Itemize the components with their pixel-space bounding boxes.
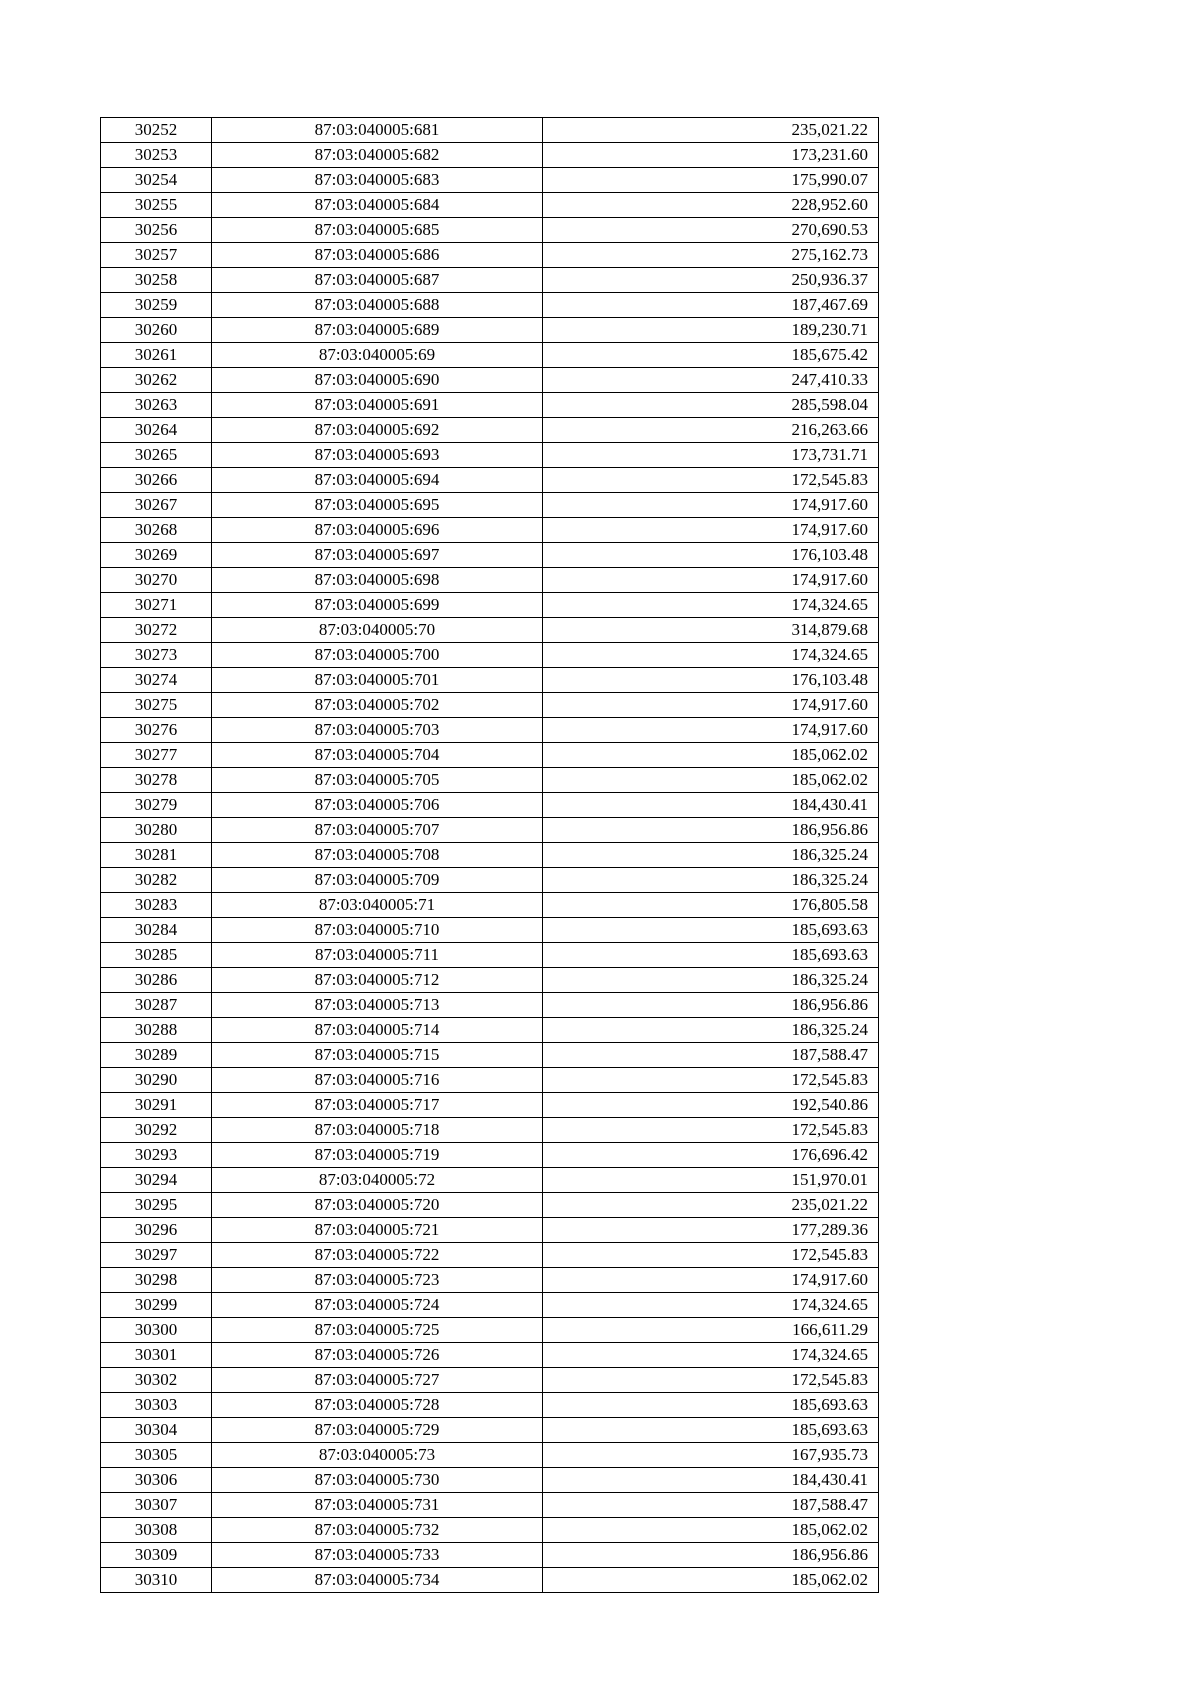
table-row xyxy=(101,1043,879,1068)
cadastral-value-cell: 174,324.65 xyxy=(543,1293,879,1318)
cadastral-value-cell: 176,103.48 xyxy=(543,668,879,693)
table-row xyxy=(101,1468,879,1493)
cadastral-value-cell: 174,917.60 xyxy=(543,693,879,718)
cadastral-number-cell: 87:03:040005:719 xyxy=(212,1143,543,1168)
table-row xyxy=(101,268,879,293)
table-row xyxy=(101,1443,879,1468)
cadastral-value-cell: 314,879.68 xyxy=(543,618,879,643)
row-number-cell: 30252 xyxy=(101,118,212,143)
row-number-cell: 30256 xyxy=(101,218,212,243)
row-number-cell: 30299 xyxy=(101,1293,212,1318)
table-row xyxy=(101,443,879,468)
cadastral-value-cell: 185,693.63 xyxy=(543,1393,879,1418)
row-number-cell: 30259 xyxy=(101,293,212,318)
cadastral-value-cell: 250,936.37 xyxy=(543,268,879,293)
cadastral-value-table xyxy=(100,117,879,1593)
cadastral-value-cell: 216,263.66 xyxy=(543,418,879,443)
cadastral-number-cell: 87:03:040005:682 xyxy=(212,143,543,168)
table-row xyxy=(101,1318,879,1343)
cadastral-number-cell: 87:03:040005:727 xyxy=(212,1368,543,1393)
table-row xyxy=(101,368,879,393)
cadastral-number-cell: 87:03:040005:720 xyxy=(212,1193,543,1218)
row-number-cell: 30290 xyxy=(101,1068,212,1093)
table-row xyxy=(101,793,879,818)
table-row xyxy=(101,1418,879,1443)
table-row xyxy=(101,1193,879,1218)
cadastral-number-cell: 87:03:040005:726 xyxy=(212,1343,543,1368)
table-row xyxy=(101,1218,879,1243)
cadastral-number-cell: 87:03:040005:703 xyxy=(212,718,543,743)
table-row xyxy=(101,868,879,893)
table-row xyxy=(101,1168,879,1193)
table-row xyxy=(101,218,879,243)
row-number-cell: 30304 xyxy=(101,1418,212,1443)
row-number-cell: 30265 xyxy=(101,443,212,468)
cadastral-value-cell: 173,231.60 xyxy=(543,143,879,168)
row-number-cell: 30278 xyxy=(101,768,212,793)
table-row xyxy=(101,668,879,693)
row-number-cell: 30308 xyxy=(101,1518,212,1543)
row-number-cell: 30266 xyxy=(101,468,212,493)
table-row xyxy=(101,143,879,168)
row-number-cell: 30309 xyxy=(101,1543,212,1568)
cadastral-value-cell: 187,588.47 xyxy=(543,1493,879,1518)
table-row xyxy=(101,1068,879,1093)
table-row xyxy=(101,943,879,968)
cadastral-value-cell: 185,693.63 xyxy=(543,918,879,943)
table-row xyxy=(101,1268,879,1293)
cadastral-value-cell: 174,324.65 xyxy=(543,593,879,618)
cadastral-value-cell: 184,430.41 xyxy=(543,793,879,818)
cadastral-number-cell: 87:03:040005:730 xyxy=(212,1468,543,1493)
row-number-cell: 30268 xyxy=(101,518,212,543)
row-number-cell: 30310 xyxy=(101,1568,212,1593)
cadastral-value-cell: 173,731.71 xyxy=(543,443,879,468)
table-row xyxy=(101,768,879,793)
cadastral-number-cell: 87:03:040005:691 xyxy=(212,393,543,418)
cadastral-number-cell: 87:03:040005:696 xyxy=(212,518,543,543)
table-row xyxy=(101,118,879,143)
row-number-cell: 30264 xyxy=(101,418,212,443)
table-row xyxy=(101,843,879,868)
cadastral-number-cell: 87:03:040005:710 xyxy=(212,918,543,943)
cadastral-number-cell: 87:03:040005:724 xyxy=(212,1293,543,1318)
table-row xyxy=(101,1093,879,1118)
cadastral-value-cell: 186,956.86 xyxy=(543,818,879,843)
row-number-cell: 30263 xyxy=(101,393,212,418)
table-row xyxy=(101,1393,879,1418)
cadastral-number-cell: 87:03:040005:695 xyxy=(212,493,543,518)
cadastral-value-cell: 176,696.42 xyxy=(543,1143,879,1168)
cadastral-number-cell: 87:03:040005:69 xyxy=(212,343,543,368)
table-row xyxy=(101,1368,879,1393)
cadastral-value-cell: 184,430.41 xyxy=(543,1468,879,1493)
cadastral-value-cell: 172,545.83 xyxy=(543,1243,879,1268)
cadastral-number-cell: 87:03:040005:697 xyxy=(212,543,543,568)
cadastral-value-cell: 189,230.71 xyxy=(543,318,879,343)
table-row xyxy=(101,1118,879,1143)
table-row xyxy=(101,893,879,918)
cadastral-value-cell: 186,325.24 xyxy=(543,868,879,893)
table-row xyxy=(101,643,879,668)
row-number-cell: 30289 xyxy=(101,1043,212,1068)
cadastral-value-cell: 174,917.60 xyxy=(543,718,879,743)
cadastral-number-cell: 87:03:040005:699 xyxy=(212,593,543,618)
row-number-cell: 30293 xyxy=(101,1143,212,1168)
cadastral-value-cell: 167,935.73 xyxy=(543,1443,879,1468)
row-number-cell: 30253 xyxy=(101,143,212,168)
cadastral-number-cell: 87:03:040005:731 xyxy=(212,1493,543,1518)
cadastral-number-cell: 87:03:040005:70 xyxy=(212,618,543,643)
table-row xyxy=(101,318,879,343)
row-number-cell: 30303 xyxy=(101,1393,212,1418)
table-row xyxy=(101,1568,879,1593)
cadastral-value-cell: 185,675.42 xyxy=(543,343,879,368)
table-row xyxy=(101,343,879,368)
cadastral-value-cell: 172,545.83 xyxy=(543,1118,879,1143)
row-number-cell: 30292 xyxy=(101,1118,212,1143)
cadastral-number-cell: 87:03:040005:718 xyxy=(212,1118,543,1143)
cadastral-number-cell: 87:03:040005:716 xyxy=(212,1068,543,1093)
cadastral-number-cell: 87:03:040005:709 xyxy=(212,868,543,893)
row-number-cell: 30271 xyxy=(101,593,212,618)
cadastral-number-cell: 87:03:040005:732 xyxy=(212,1518,543,1543)
row-number-cell: 30261 xyxy=(101,343,212,368)
table-row xyxy=(101,493,879,518)
row-number-cell: 30295 xyxy=(101,1193,212,1218)
row-number-cell: 30274 xyxy=(101,668,212,693)
cadastral-value-cell: 192,540.86 xyxy=(543,1093,879,1118)
row-number-cell: 30283 xyxy=(101,893,212,918)
row-number-cell: 30305 xyxy=(101,1443,212,1468)
table-row xyxy=(101,1343,879,1368)
cadastral-number-cell: 87:03:040005:72 xyxy=(212,1168,543,1193)
cadastral-value-cell: 185,062.02 xyxy=(543,1568,879,1593)
cadastral-value-cell: 228,952.60 xyxy=(543,193,879,218)
cadastral-value-cell: 186,956.86 xyxy=(543,993,879,1018)
cadastral-value-cell: 186,956.86 xyxy=(543,1543,879,1568)
cadastral-number-cell: 87:03:040005:715 xyxy=(212,1043,543,1068)
cadastral-value-cell: 187,588.47 xyxy=(543,1043,879,1068)
cadastral-value-cell: 151,970.01 xyxy=(543,1168,879,1193)
cadastral-number-cell: 87:03:040005:723 xyxy=(212,1268,543,1293)
cadastral-value-cell: 185,693.63 xyxy=(543,1418,879,1443)
row-number-cell: 30301 xyxy=(101,1343,212,1368)
cadastral-number-cell: 87:03:040005:712 xyxy=(212,968,543,993)
row-number-cell: 30296 xyxy=(101,1218,212,1243)
cadastral-number-cell: 87:03:040005:704 xyxy=(212,743,543,768)
cadastral-number-cell: 87:03:040005:690 xyxy=(212,368,543,393)
cadastral-number-cell: 87:03:040005:728 xyxy=(212,1393,543,1418)
cadastral-number-cell: 87:03:040005:681 xyxy=(212,118,543,143)
row-number-cell: 30294 xyxy=(101,1168,212,1193)
row-number-cell: 30257 xyxy=(101,243,212,268)
cadastral-number-cell: 87:03:040005:734 xyxy=(212,1568,543,1593)
cadastral-number-cell: 87:03:040005:688 xyxy=(212,293,543,318)
cadastral-value-cell: 174,917.60 xyxy=(543,493,879,518)
row-number-cell: 30273 xyxy=(101,643,212,668)
cadastral-number-cell: 87:03:040005:71 xyxy=(212,893,543,918)
row-number-cell: 30255 xyxy=(101,193,212,218)
table-body xyxy=(101,118,879,1593)
cadastral-number-cell: 87:03:040005:722 xyxy=(212,1243,543,1268)
row-number-cell: 30254 xyxy=(101,168,212,193)
row-number-cell: 30277 xyxy=(101,743,212,768)
cadastral-value-cell: 172,545.83 xyxy=(543,1068,879,1093)
cadastral-value-cell: 174,324.65 xyxy=(543,1343,879,1368)
table-row xyxy=(101,1543,879,1568)
row-number-cell: 30276 xyxy=(101,718,212,743)
table-row xyxy=(101,968,879,993)
row-number-cell: 30260 xyxy=(101,318,212,343)
table-row xyxy=(101,568,879,593)
table-row xyxy=(101,543,879,568)
cadastral-value-cell: 187,467.69 xyxy=(543,293,879,318)
row-number-cell: 30291 xyxy=(101,1093,212,1118)
table-row xyxy=(101,1143,879,1168)
cadastral-value-cell: 172,545.83 xyxy=(543,468,879,493)
cadastral-value-cell: 174,917.60 xyxy=(543,1268,879,1293)
table-row xyxy=(101,918,879,943)
row-number-cell: 30288 xyxy=(101,1018,212,1043)
table-row xyxy=(101,693,879,718)
row-number-cell: 30300 xyxy=(101,1318,212,1343)
cadastral-number-cell: 87:03:040005:685 xyxy=(212,218,543,243)
table-row xyxy=(101,993,879,1018)
cadastral-value-cell: 235,021.22 xyxy=(543,118,879,143)
cadastral-value-cell: 186,325.24 xyxy=(543,1018,879,1043)
cadastral-value-cell: 175,990.07 xyxy=(543,168,879,193)
cadastral-value-cell: 176,103.48 xyxy=(543,543,879,568)
cadastral-number-cell: 87:03:040005:714 xyxy=(212,1018,543,1043)
cadastral-value-cell: 285,598.04 xyxy=(543,393,879,418)
cadastral-value-cell: 275,162.73 xyxy=(543,243,879,268)
cadastral-number-cell: 87:03:040005:729 xyxy=(212,1418,543,1443)
cadastral-value-cell: 177,289.36 xyxy=(543,1218,879,1243)
cadastral-number-cell: 87:03:040005:694 xyxy=(212,468,543,493)
cadastral-number-cell: 87:03:040005:711 xyxy=(212,943,543,968)
row-number-cell: 30280 xyxy=(101,818,212,843)
table-row xyxy=(101,193,879,218)
row-number-cell: 30307 xyxy=(101,1493,212,1518)
cadastral-value-cell: 172,545.83 xyxy=(543,1368,879,1393)
row-number-cell: 30281 xyxy=(101,843,212,868)
table-row xyxy=(101,1243,879,1268)
cadastral-value-cell: 235,021.22 xyxy=(543,1193,879,1218)
table-row xyxy=(101,393,879,418)
cadastral-number-cell: 87:03:040005:725 xyxy=(212,1318,543,1343)
cadastral-value-cell: 176,805.58 xyxy=(543,893,879,918)
row-number-cell: 30287 xyxy=(101,993,212,1018)
cadastral-number-cell: 87:03:040005:702 xyxy=(212,693,543,718)
cadastral-value-cell: 270,690.53 xyxy=(543,218,879,243)
cadastral-value-cell: 174,917.60 xyxy=(543,568,879,593)
cadastral-value-cell: 185,693.63 xyxy=(543,943,879,968)
row-number-cell: 30284 xyxy=(101,918,212,943)
cadastral-number-cell: 87:03:040005:701 xyxy=(212,668,543,693)
cadastral-number-cell: 87:03:040005:686 xyxy=(212,243,543,268)
cadastral-value-cell: 174,324.65 xyxy=(543,643,879,668)
cadastral-value-cell: 186,325.24 xyxy=(543,843,879,868)
row-number-cell: 30269 xyxy=(101,543,212,568)
table-row xyxy=(101,743,879,768)
cadastral-value-cell: 185,062.02 xyxy=(543,1518,879,1543)
cadastral-number-cell: 87:03:040005:706 xyxy=(212,793,543,818)
row-number-cell: 30302 xyxy=(101,1368,212,1393)
table-row xyxy=(101,618,879,643)
table-row xyxy=(101,168,879,193)
cadastral-value-cell: 185,062.02 xyxy=(543,768,879,793)
cadastral-number-cell: 87:03:040005:698 xyxy=(212,568,543,593)
row-number-cell: 30282 xyxy=(101,868,212,893)
cadastral-value-cell: 174,917.60 xyxy=(543,518,879,543)
cadastral-number-cell: 87:03:040005:73 xyxy=(212,1443,543,1468)
table-row xyxy=(101,818,879,843)
row-number-cell: 30267 xyxy=(101,493,212,518)
row-number-cell: 30298 xyxy=(101,1268,212,1293)
cadastral-number-cell: 87:03:040005:733 xyxy=(212,1543,543,1568)
table-row xyxy=(101,1018,879,1043)
cadastral-number-cell: 87:03:040005:717 xyxy=(212,1093,543,1118)
cadastral-number-cell: 87:03:040005:683 xyxy=(212,168,543,193)
cadastral-number-cell: 87:03:040005:708 xyxy=(212,843,543,868)
table-row xyxy=(101,1518,879,1543)
table-row xyxy=(101,593,879,618)
row-number-cell: 30258 xyxy=(101,268,212,293)
cadastral-number-cell: 87:03:040005:700 xyxy=(212,643,543,668)
row-number-cell: 30262 xyxy=(101,368,212,393)
cadastral-number-cell: 87:03:040005:693 xyxy=(212,443,543,468)
row-number-cell: 30279 xyxy=(101,793,212,818)
cadastral-number-cell: 87:03:040005:684 xyxy=(212,193,543,218)
cadastral-value-cell: 186,325.24 xyxy=(543,968,879,993)
table-row xyxy=(101,718,879,743)
cadastral-number-cell: 87:03:040005:713 xyxy=(212,993,543,1018)
row-number-cell: 30306 xyxy=(101,1468,212,1493)
table-row xyxy=(101,418,879,443)
cadastral-number-cell: 87:03:040005:721 xyxy=(212,1218,543,1243)
cadastral-number-cell: 87:03:040005:692 xyxy=(212,418,543,443)
cadastral-value-cell: 247,410.33 xyxy=(543,368,879,393)
row-number-cell: 30275 xyxy=(101,693,212,718)
cadastral-value-cell: 166,611.29 xyxy=(543,1318,879,1343)
cadastral-value-cell: 185,062.02 xyxy=(543,743,879,768)
cadastral-number-cell: 87:03:040005:707 xyxy=(212,818,543,843)
row-number-cell: 30270 xyxy=(101,568,212,593)
table-row xyxy=(101,1293,879,1318)
row-number-cell: 30285 xyxy=(101,943,212,968)
table-row xyxy=(101,468,879,493)
row-number-cell: 30286 xyxy=(101,968,212,993)
table-row xyxy=(101,293,879,318)
table-row xyxy=(101,1493,879,1518)
table-row xyxy=(101,518,879,543)
row-number-cell: 30297 xyxy=(101,1243,212,1268)
cadastral-number-cell: 87:03:040005:687 xyxy=(212,268,543,293)
cadastral-number-cell: 87:03:040005:705 xyxy=(212,768,543,793)
row-number-cell: 30272 xyxy=(101,618,212,643)
table-row xyxy=(101,243,879,268)
cadastral-number-cell: 87:03:040005:689 xyxy=(212,318,543,343)
